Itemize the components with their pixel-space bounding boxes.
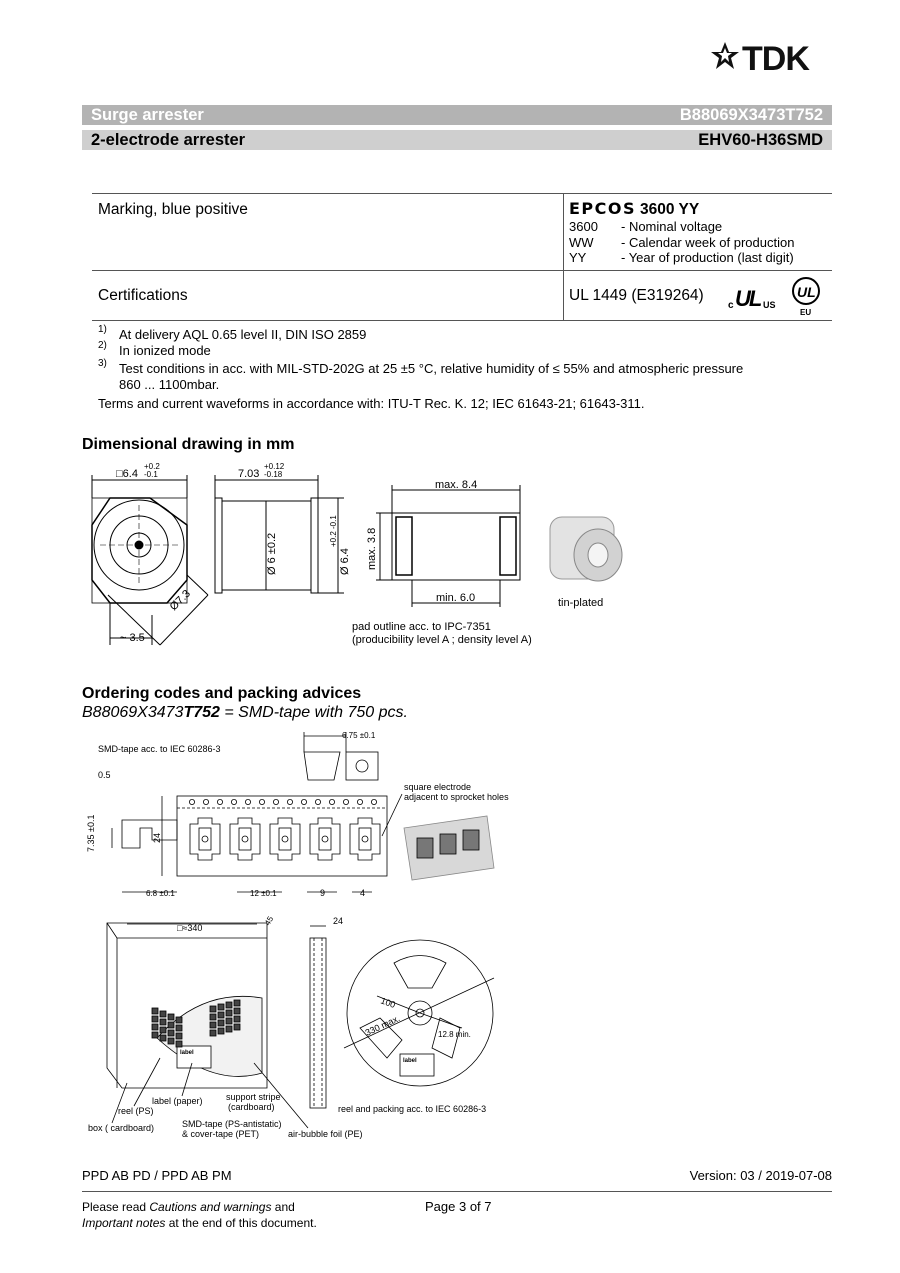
sprocket-hole	[217, 799, 222, 804]
svg-text:6.75 ±0.1: 6.75 ±0.1	[342, 731, 376, 740]
tape-pocket	[310, 818, 340, 860]
tdk-logo	[708, 38, 838, 74]
ul-certification-icon	[720, 274, 830, 318]
reel-side	[310, 926, 326, 1108]
svg-text:~ 3.5: ~ 3.5	[120, 632, 145, 644]
svg-text:& cover-tape (PET): & cover-tape (PET)	[182, 1129, 260, 1139]
packed-part	[210, 1006, 216, 1012]
header-bar-product	[82, 105, 832, 125]
packed-part	[152, 1032, 158, 1038]
svg-text:+0.2: +0.2	[144, 462, 160, 471]
page-number: Page 3 of 7	[425, 1199, 492, 1214]
header-bar-subtitle	[82, 130, 832, 150]
svg-text:24: 24	[333, 916, 344, 926]
tape-3d-icon	[404, 816, 494, 880]
packed-part	[152, 1024, 158, 1030]
svg-text:c: c	[728, 300, 734, 311]
svg-text:0.5: 0.5	[98, 770, 111, 780]
packed-part	[218, 1012, 224, 1018]
ordering-code-desc: = SMD-tape with 750 pcs.	[219, 704, 408, 721]
packed-part	[210, 1022, 216, 1028]
svg-text:label: label	[403, 1058, 417, 1064]
epcos-brand: EPCOS	[569, 199, 637, 218]
svg-text:reel and packing acc. to IEC 6: reel and packing acc. to IEC 60286-3	[338, 1104, 487, 1114]
sprocket-hole	[371, 799, 376, 804]
svg-text:air-bubble foil (PE): air-bubble foil (PE)	[288, 1129, 363, 1139]
spec-table	[92, 193, 832, 321]
marking-code: 3600 YY	[640, 201, 700, 218]
packed-part	[234, 1016, 240, 1022]
svg-text:12 ±0.1: 12 ±0.1	[250, 889, 277, 898]
svg-text:4: 4	[360, 888, 366, 898]
packed-part	[176, 1017, 182, 1023]
packed-part	[152, 1016, 158, 1022]
packed-part	[176, 1041, 182, 1047]
footer-note: Please read Cautions and warnings and Important notes at the end of this document.	[82, 1200, 317, 1230]
svg-text:+0.12: +0.12	[264, 462, 285, 471]
sprocket-hole	[259, 799, 264, 804]
svg-text:45: 45	[262, 914, 276, 927]
ordering-code-line	[82, 704, 408, 722]
footer-rule	[82, 1191, 832, 1192]
table-divider	[563, 271, 564, 320]
svg-text:□6.4: □6.4	[116, 468, 138, 480]
sprocket-hole	[287, 799, 292, 804]
marking-row: WW - Calendar week of production	[569, 234, 795, 250]
sprocket-hole	[245, 799, 250, 804]
packed-part	[218, 1004, 224, 1010]
tdk-logo-icon	[711, 42, 739, 69]
dimensional-drawing	[80, 455, 640, 655]
svg-text:support stripe: support stripe	[226, 1092, 281, 1102]
packed-part	[168, 1038, 174, 1044]
sprocket-hole	[231, 799, 236, 804]
packed-part	[168, 1030, 174, 1036]
packed-part	[218, 1028, 224, 1034]
model-number: EHV60-H36SMD	[698, 131, 823, 149]
svg-text:max. 3.8: max. 3.8	[366, 527, 378, 570]
tape-pocket	[350, 818, 380, 860]
packed-part	[160, 1027, 166, 1033]
packed-part	[176, 1033, 182, 1039]
marking-row: YY - Year of production (last digit)	[569, 250, 794, 265]
svg-text:min. 6.0: min. 6.0	[436, 592, 476, 604]
svg-text:adjacent to sprocket holes: adjacent to sprocket holes	[404, 792, 509, 802]
tape-pockets	[190, 818, 380, 860]
box-drawing	[107, 923, 267, 1088]
pad-outline	[376, 485, 520, 607]
svg-text:max. 8.4: max. 8.4	[435, 479, 478, 491]
cautions-link[interactable]: Cautions and warnings	[149, 1200, 272, 1214]
marking-label: Marking, blue positive	[98, 201, 248, 218]
front-view	[92, 475, 208, 645]
packing-drawing	[82, 728, 642, 1148]
svg-text:Ø7.3: Ø7.3	[167, 587, 193, 614]
svg-text:tin-plated: tin-plated	[558, 597, 604, 609]
svg-text:330 max.: 330 max.	[363, 1013, 402, 1038]
svg-text:7.35 ±0.1: 7.35 ±0.1	[86, 814, 96, 852]
packed-part	[160, 1019, 166, 1025]
arrester-3d-icon	[550, 517, 622, 581]
product-type: Surge arrester	[91, 106, 204, 124]
sprocket-holes	[189, 799, 376, 804]
important-notes-link[interactable]: Important notes	[82, 1216, 166, 1230]
packed-part	[160, 1035, 166, 1041]
table-divider	[563, 194, 564, 270]
footer-dept: PPD AB PD / PPD AB PM	[82, 1168, 232, 1183]
tape-pocket	[190, 818, 220, 860]
packed-part	[234, 1008, 240, 1014]
svg-text:(producibility level A ; densi: (producibility level A ; density level A)	[352, 634, 532, 646]
svg-text:6.8 ±0.1: 6.8 ±0.1	[146, 889, 175, 898]
svg-text:EU: EU	[800, 308, 812, 317]
dimensional-heading: Dimensional drawing in mm	[82, 436, 295, 453]
packed-part	[226, 1002, 232, 1008]
sprocket-hole	[357, 799, 362, 804]
packed-part	[226, 1018, 232, 1024]
sprocket-hole	[203, 799, 208, 804]
packed-part	[234, 1024, 240, 1030]
svg-text:US: US	[763, 300, 776, 310]
packed-part	[176, 1025, 182, 1031]
table-row-certifications	[92, 271, 832, 321]
packed-part	[226, 1010, 232, 1016]
sprocket-hole	[189, 799, 194, 804]
ordering-code-prefix: B88069X3473	[82, 704, 184, 721]
svg-text:SMD-tape acc. to IEC 60286-3: SMD-tape acc. to IEC 60286-3	[98, 744, 221, 754]
packed-part	[210, 1030, 216, 1036]
terms-line: Terms and current waveforms in accordance with: ITU-T Rec. K. 12; IEC 61643-21; 61643-311.	[98, 396, 645, 411]
packed-part	[168, 1014, 174, 1020]
svg-text:9: 9	[320, 888, 326, 898]
tape-pocket	[230, 818, 260, 860]
svg-text:(cardboard): (cardboard)	[228, 1102, 275, 1112]
subtitle: 2-electrode arrester	[91, 131, 246, 149]
tape-profile	[112, 820, 177, 848]
packed-part	[234, 1000, 240, 1006]
svg-text:12.8 min.: 12.8 min.	[438, 1030, 471, 1039]
cert-value: UL 1449 (E319264)	[569, 287, 704, 304]
table-row-marking	[92, 194, 832, 271]
svg-text:24: 24	[152, 832, 162, 843]
smd-tape	[177, 796, 387, 876]
packed-part	[210, 1014, 216, 1020]
svg-text:+0.2 -0.1: +0.2 -0.1	[329, 515, 338, 547]
svg-text:SMD-tape (PS-antistatic): SMD-tape (PS-antistatic)	[182, 1119, 282, 1129]
footer-version: Version: 03 / 2019-07-08	[689, 1168, 832, 1183]
tape-pocket	[270, 818, 300, 860]
marking-cell	[569, 199, 794, 266]
cert-label: Certifications	[98, 287, 188, 304]
svg-text:7.03: 7.03	[238, 468, 260, 480]
svg-text:100: 100	[379, 995, 397, 1011]
svg-text:reel (PS): reel (PS)	[118, 1106, 154, 1116]
sprocket-hole	[343, 799, 348, 804]
packed-part	[226, 1026, 232, 1032]
svg-text:-0.1: -0.1	[144, 470, 158, 479]
tdk-logo-text: TDK	[742, 40, 809, 74]
svg-text:pad outline acc. to IPC-7351: pad outline acc. to IPC-7351	[352, 621, 491, 633]
svg-text:Ø 6.4: Ø 6.4	[339, 548, 351, 575]
svg-text:square electrode: square electrode	[404, 782, 472, 792]
ordering-code-suffix: T752	[183, 704, 220, 721]
svg-text:-0.18: -0.18	[264, 470, 283, 479]
packed-part	[218, 1020, 224, 1026]
svg-text:box ( cardboard): box ( cardboard)	[88, 1123, 155, 1133]
sprocket-hole	[301, 799, 306, 804]
sprocket-hole	[273, 799, 278, 804]
sprocket-hole	[315, 799, 320, 804]
svg-text:□≈340: □≈340	[177, 923, 203, 933]
packed-part	[152, 1008, 158, 1014]
ordering-heading: Ordering codes and packing advices	[82, 685, 362, 702]
packed-part	[160, 1011, 166, 1017]
svg-text:UL: UL	[735, 286, 761, 311]
marking-row: 3600 - Nominal voltage	[569, 219, 723, 234]
reel-front	[344, 940, 494, 1086]
svg-text:UL: UL	[797, 284, 816, 300]
svg-text:Ø 6 ±0.2: Ø 6 ±0.2	[266, 532, 278, 575]
packed-part	[168, 1022, 174, 1028]
svg-text:label: label	[180, 1050, 194, 1056]
side-view	[215, 475, 344, 593]
sprocket-hole	[329, 799, 334, 804]
svg-text:label (paper): label (paper)	[152, 1096, 203, 1106]
part-number: B88069X3473T752	[679, 106, 823, 124]
